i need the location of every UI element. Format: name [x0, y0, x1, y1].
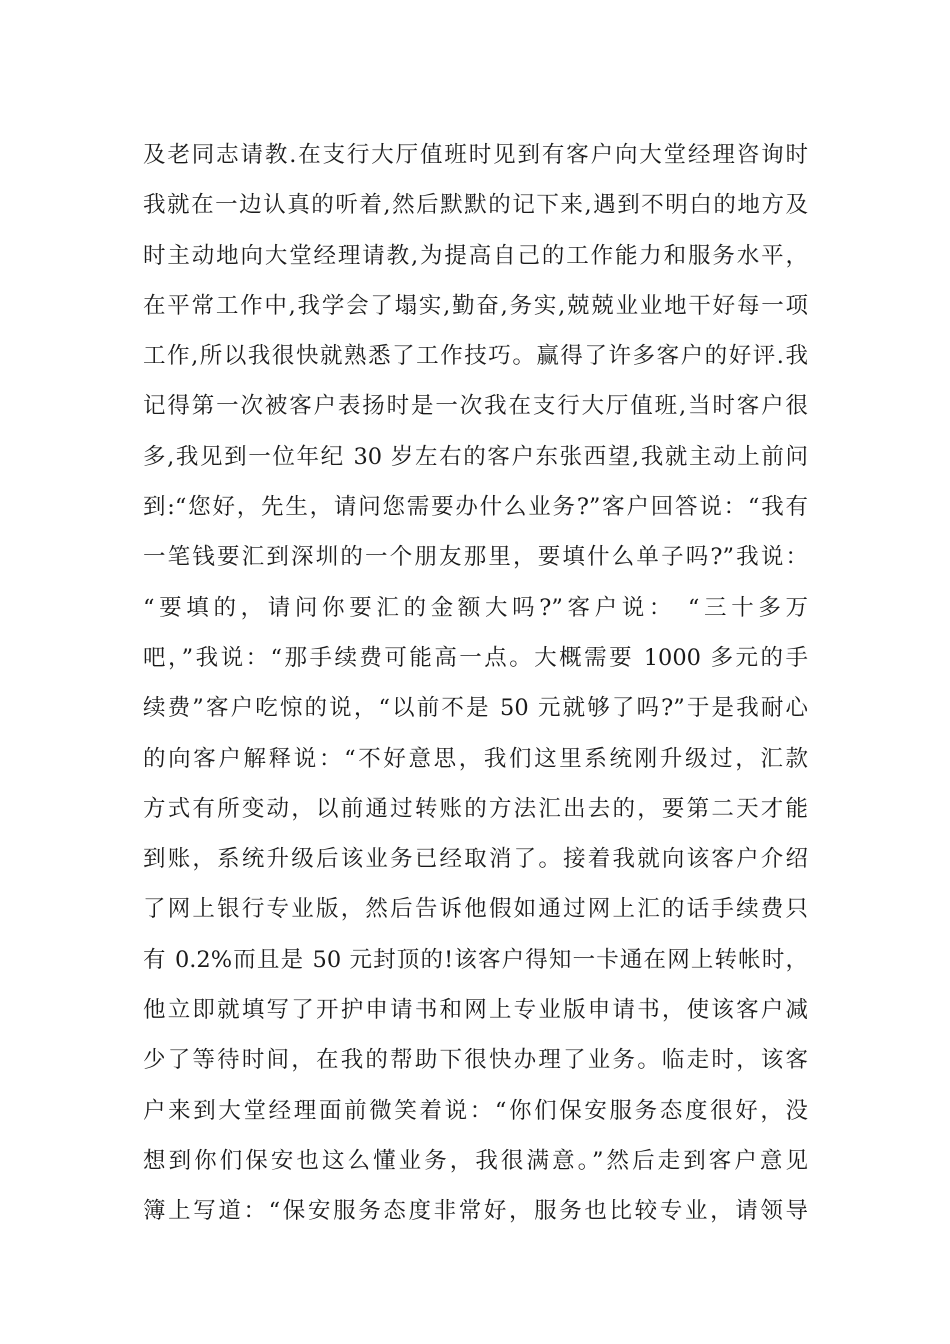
text-line: 续费”客户吃惊的说，“以前不是 50 元就够了吗?”于是我耐心 [143, 695, 808, 722]
text-line: “要填的，请问你要汇的金额大吗?”客户说： “三十多万 [143, 594, 808, 621]
text-line: 有 0.2%而且是 50 元封顶的!该客户得知一卡通在网上转帐时， [143, 946, 808, 973]
text-line: 一笔钱要汇到深圳的一个朋友那里，要填什么单子吗?”我说： [143, 544, 808, 571]
text-line: 少了等待时间，在我的帮助下很快办理了业务。临走时，该客 [143, 1047, 808, 1074]
text-line: 方式有所变动，以前通过转账的方法汇出去的，要第二天才能 [143, 795, 808, 822]
text-line: 到:“您好，先生，请问您需要办什么业务?”客户回答说：“我有 [143, 494, 808, 521]
text-line: 工作,所以我很快就熟悉了工作技巧。赢得了许多客户的好评.我 [143, 343, 808, 370]
text-line: 记得第一次被客户表扬时是一次我在支行大厅值班,当时客户很 [143, 393, 808, 420]
text-line: 簿上写道：“保安服务态度非常好，服务也比较专业，请领导 [143, 1198, 808, 1225]
text-line: 想到你们保安也这么懂业务，我很满意。”然后走到客户意见 [143, 1147, 808, 1174]
text-line: 到账，系统升级后该业务已经取消了。接着我就向该客户介绍 [143, 846, 808, 873]
text-line: 多,我见到一位年纪 30 岁左右的客户东张西望,我就主动上前问 [143, 443, 808, 470]
text-line: 及老同志请教.在支行大厅值班时见到有客户向大堂经理咨询时 [143, 142, 808, 168]
body-text [143, 130, 808, 1237]
text-line: 了网上银行专业版，然后告诉他假如通过网上汇的话手续费只 [143, 896, 808, 923]
text-line: 吧，”我说：“那手续费可能高一点。大概需要 1000 多元的手 [143, 644, 808, 671]
text-line: 他立即就填写了开护申请书和网上专业版申请书，使该客户减 [143, 997, 808, 1024]
text-line: 我就在一边认真的听着,然后默默的记下来,遇到不明白的地方及 [143, 192, 808, 219]
text-line: 时主动地向大堂经理请教,为提高自己的工作能力和服务水平， [143, 242, 808, 269]
text-line: 的向客户解释说：“不好意思，我们这里系统刚升级过，汇款 [143, 745, 808, 772]
text-line: 在平常工作中,我学会了塌实,勤奋,务实,兢兢业业地干好每一项 [143, 292, 808, 319]
text-line: 户来到大堂经理面前微笑着说：“你们保安服务态度很好，没 [143, 1097, 808, 1124]
